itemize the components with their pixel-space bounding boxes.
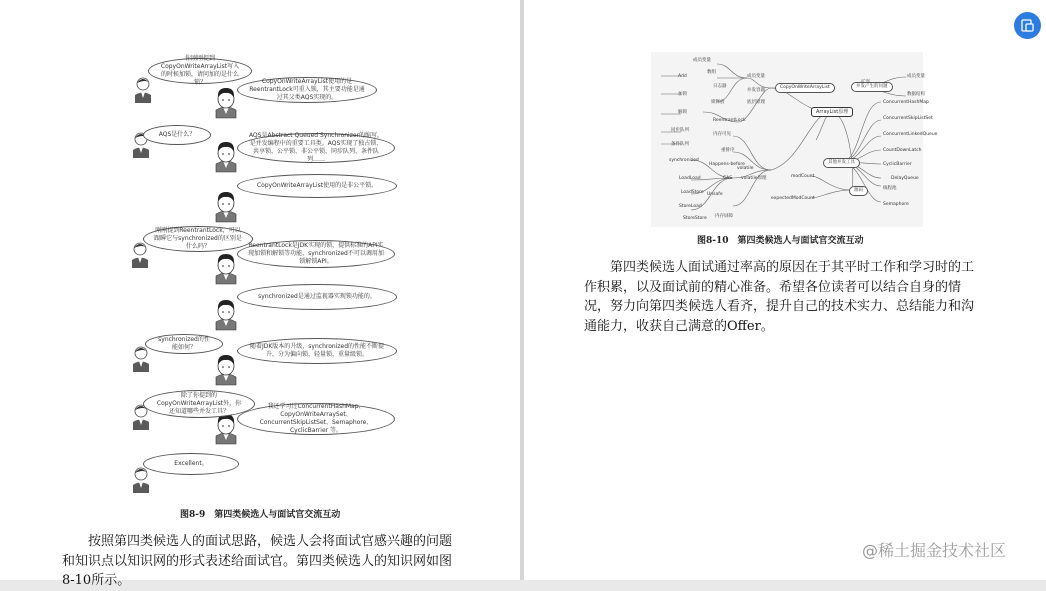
speech-bubble: synchronized是通过监视器实现锁功能的。: [237, 284, 397, 310]
floating-action-button[interactable]: [1014, 12, 1041, 39]
mindmap-node: 解锁: [678, 110, 687, 115]
mindmap-node: synchronized: [669, 158, 699, 163]
mindmap-node: volatile原理: [741, 176, 767, 181]
mindmap-node: 并发容器: [747, 88, 765, 93]
mindmap-node: 重排序: [721, 148, 735, 153]
document-icon: [1020, 18, 1035, 33]
mindmap-center: ArrayList原理: [811, 107, 853, 117]
speech-bubble: Excellent。: [143, 453, 239, 475]
mindmap-node: DelayQueue: [891, 176, 919, 181]
mindmap-node: ConcurrentHashMap: [883, 100, 929, 105]
speech-bubble: 你刚刚提到CopyOnWriteArrayList写入的时候加锁，请问加的是什么锁？: [148, 58, 252, 84]
mindmap-node: 源码: [849, 186, 868, 196]
watermark: @稀土掘金技术社区: [862, 541, 1007, 560]
body-paragraph: 第四类候选人面试通过率高的原因在于其平时工作和学习时的工作积累，以及面试前的精心准备。希望各位读者可以结合自身的情况，努力向第四类候选人看齐，提升自己的技术实力、总结能力和沟通能力，收获自己满意的Offer。: [584, 260, 975, 334]
mindmap-node: 同步队列: [671, 128, 689, 133]
mindmap-node: CountDownLatch: [883, 148, 922, 153]
mindmap-node: 其他并发工具: [823, 158, 860, 168]
figure-caption: 图8-9 第四类候选人与面试官交流互动: [180, 510, 341, 520]
mindmap-node: StoreLoad: [679, 204, 702, 209]
mindmap-node: LoadStore: [681, 190, 704, 195]
mindmap-node: Happens-before: [709, 162, 745, 167]
speech-bubble: ReentrantLock是JDK实现的锁，提供标准的API实现加锁和解锁等功能，synchronized不可以调用加锁解锁API。: [237, 240, 395, 268]
speech-bubble: CopyOnWriteArrayList使用的是非公平锁。: [237, 174, 397, 198]
candidate-avatar: [212, 140, 238, 174]
mindmap-node: Semaphore: [883, 202, 909, 207]
speech-bubble: AQS是什么？: [143, 125, 211, 145]
mindmap-node: StoreStore: [683, 216, 707, 221]
figure-caption: 图8-10 第四类候选人与面试官交流互动: [697, 236, 864, 246]
speech-bubble: 除了你提到的CopyOnWriteArrayList外，你还知道哪些并发工具？: [143, 390, 255, 418]
mindmap-node: volatile: [737, 166, 754, 171]
speech-bubble: AQS是Abstract Queued Synchronizer的缩写，是并发编程中的重要工具类。AQS实现了独占锁、共享锁、公平锁、非公平锁、同步队列、条件队列……: [237, 133, 395, 163]
mindmap-node: 线程池: [883, 186, 897, 191]
mindmap-node: expectedModCount: [771, 196, 815, 201]
candidate-avatar: [212, 353, 238, 387]
mindmap-node: ConcurrentLinkedQueue: [883, 132, 938, 137]
mindmap-node: CyclicBarrier: [883, 162, 912, 167]
speech-bubble: CopyOnWriteArrayList使用的是ReentrantLock可重入锁，其主要功能是通过其父类AQS实现的。: [237, 77, 377, 103]
mindmap-node: 成员变量: [747, 74, 765, 79]
mindmap-node: Unsafe: [707, 192, 723, 197]
mindmap-node: 数据结构: [907, 92, 925, 97]
mindmap-node: CopyOnWriteArrayList: [775, 83, 835, 93]
speech-bubble: 刚刚提到ReentrantLock，可以跟瞬它与synchronized的区别是什么吗？: [143, 226, 253, 252]
mindmap-node: 数组: [707, 70, 716, 75]
mindmap-node: 锁释放: [711, 100, 725, 105]
mindmap-node: 并发产生的问题: [851, 82, 893, 92]
mindmap-node: 日志器: [713, 84, 727, 89]
right-page: [524, 0, 1046, 580]
mindmap-figure: [651, 52, 938, 227]
mindmap-node: 内存屏障: [715, 214, 733, 219]
mindmap-node: Add: [678, 74, 687, 79]
mindmap-node: CAS: [723, 176, 733, 181]
body-paragraph: 按照第四类候选人的面试思路，候选人会将面试官感兴趣的问题和知识点以知识网的形式表述给面试官。第四类候选人的知识网如图8-10所示。: [62, 534, 453, 588]
mindmap-node: 底层原理: [747, 100, 765, 105]
mindmap-node: ConcurrentSkipListSet: [883, 116, 933, 121]
candidate-avatar: [212, 298, 238, 332]
mindmap-node: modCount: [791, 174, 815, 179]
candidate-avatar: [212, 190, 238, 224]
mindmap-node: LoadLoad: [679, 176, 701, 181]
mindmap-node: 条件队列: [671, 142, 689, 147]
mindmap-node: ReentrantLock: [713, 118, 746, 123]
speech-bubble: 随着JDK版本的升级，synchronized的性能不断提升，分为偏向锁、轻量锁、重量级锁。: [237, 338, 397, 364]
speech-bubble: 我还学习过ConcurrentHashMap、CopyOnWriteArraySet、ConcurrentSkipListSet、Semaphore、CyclicBarrier 等。: [237, 403, 395, 435]
mindmap-node: 成员变量: [907, 74, 925, 79]
candidate-avatar: [212, 252, 238, 286]
mindmap-node: 加锁: [678, 92, 687, 97]
mindmap-node: 成员变量: [693, 58, 711, 63]
left-page: [0, 0, 520, 588]
mindmap-node: 内存可见: [713, 132, 731, 137]
interviewer-avatar: [130, 73, 156, 107]
speech-bubble: synchronized的性能如何？: [145, 334, 223, 354]
candidate-avatar: [212, 86, 238, 120]
